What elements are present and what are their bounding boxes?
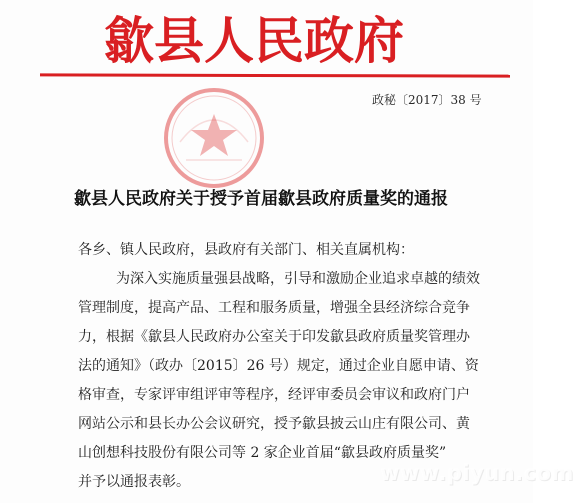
- body-line: 格审查，专家评审组评审等程序，经评审委员会审议和政府门户: [78, 387, 470, 403]
- body-line: 管理制度，提高产品、工程和服务质量，增强全县经济综合竞争: [78, 300, 470, 316]
- body-line: 力，根据《歙县人民政府办公室关于印发歙县政府质量奖管理办: [78, 329, 470, 345]
- body-line: 法的通知》（政办〔2015〕26 号）规定，通过企业自愿申请、资: [78, 358, 479, 374]
- official-seal-icon: [150, 74, 278, 202]
- site-watermark: www.piyun.com: [380, 461, 574, 485]
- salutation: 各乡、镇人民政府，县政府有关部门、相关直属机构：: [78, 242, 414, 258]
- body-line: 为深入实施质量强县战略，引导和激励企业追求卓越的绩效: [116, 271, 480, 287]
- header-title: 歙县人民政府: [104, 11, 404, 70]
- body-line: 并予以通报表彰。: [78, 474, 190, 490]
- body-line: 网站公示和县长办公会议研究，授予歙县披云山庄有限公司、黄: [78, 416, 470, 432]
- document-number: 政秘〔2017〕38 号: [372, 93, 482, 107]
- document-title: 歙县人民政府关于授予首届歙县政府质量奖的通报: [74, 189, 448, 209]
- body-line: 山创想科技股份有限公司等 2 家企业首届“歙县政府质量奖”: [78, 445, 447, 461]
